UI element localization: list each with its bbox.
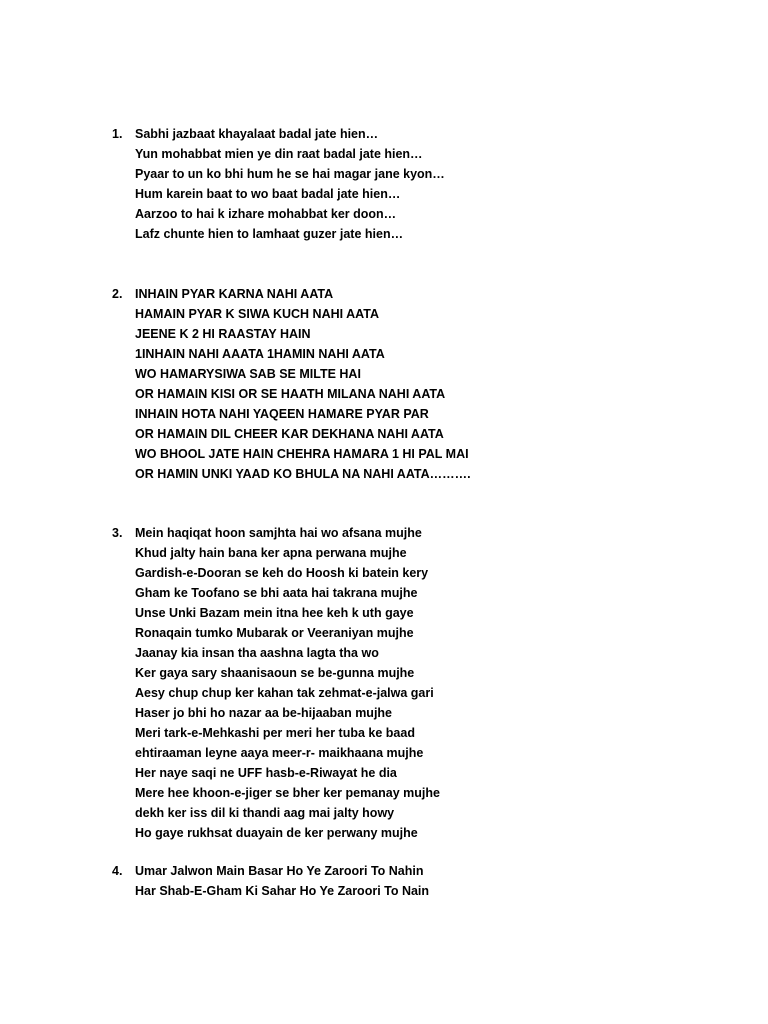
poem-line: WO BHOOL JATE HAIN CHEHRA HAMARA 1 HI PAL MAI — [135, 447, 469, 461]
poem-number: 2. — [112, 287, 123, 301]
poem-line: HAMAIN PYAR K SIWA KUCH NAHI AATA — [135, 307, 379, 321]
poem-line: Jaanay kia insan tha aashna lagta tha wo — [135, 646, 379, 660]
poem-line: Ho gaye rukhsat duayain de ker perwany mujhe — [135, 826, 418, 840]
poem-lines — [135, 284, 471, 484]
poem-line: Har Shab-E-Gham Ki Sahar Ho Ye Zaroori To Nain — [135, 884, 430, 898]
poem-line: Mere hee khoon-e-jiger se bher ker pemanay mujhe — [135, 786, 440, 800]
poem-line: OR HAMAIN KISI OR SE HAATH MILANA NAHI AATA — [135, 387, 446, 401]
poem-line: Pyaar to un ko bhi hum he se hai magar jane kyon… — [135, 167, 445, 181]
poem-line: Aarzoo to hai k izhare mohabbat ker doon… — [135, 207, 397, 221]
poem-lines — [135, 124, 445, 244]
poem-line: Aesy chup chup ker kahan tak zehmat-e-jalwa gari — [135, 686, 434, 700]
poem-line: Her naye saqi ne UFF hasb-e-Riwayat he dia — [135, 766, 397, 780]
poem-line: OR HAMAIN DIL CHEER KAR DEKHANA NAHI AATA — [135, 427, 444, 441]
poem-line: Gardish-e-Dooran se keh do Hoosh ki batein kery — [135, 566, 429, 580]
poem-line: dekh ker iss dil ki thandi aag mai jalty howy — [135, 806, 395, 820]
poem-line: Ker gaya sary shaanisaoun se be-gunna mujhe — [135, 666, 415, 680]
poem-line: Sabhi jazbaat khayalaat badal jate hien… — [135, 127, 379, 141]
poem-line: INHAIN PYAR KARNA NAHI AATA — [135, 287, 334, 301]
poem-number: 3. — [112, 526, 123, 540]
poem-lines — [135, 523, 440, 843]
poem-number: 1. — [112, 127, 123, 141]
poem-line: Ronaqain tumko Mubarak or Veeraniyan mujhe — [135, 626, 414, 640]
poem-line: INHAIN HOTA NAHI YAQEEN HAMARE PYAR PAR — [135, 407, 429, 421]
poem-line: JEENE K 2 HI RAASTAY HAIN — [135, 327, 311, 341]
poem-line: OR HAMIN UNKI YAAD KO BHULA NA NAHI AATA………. — [135, 467, 471, 481]
poem-number: 4. — [112, 864, 123, 878]
poem-line: WO HAMARYSIWA SAB SE MILTE HAI — [135, 367, 361, 381]
poem-line: Hum karein baat to wo baat badal jate hien… — [135, 187, 401, 201]
poem-line: Yun mohabbat mien ye din raat badal jate hien… — [135, 147, 423, 161]
poem-line: Mein haqiqat hoon samjhta hai wo afsana mujhe — [135, 526, 422, 540]
poem-line: Lafz chunte hien to lamhaat guzer jate hien… — [135, 227, 404, 241]
poem-line: Umar Jalwon Main Basar Ho Ye Zaroori To Nahin — [135, 864, 424, 878]
poem-line: ehtiraaman leyne aaya meer-r- maikhaana mujhe — [135, 746, 424, 760]
poem-line: Khud jalty hain bana ker apna perwana mujhe — [135, 546, 407, 560]
poem-line: Haser jo bhi ho nazar aa be-hijaaban mujhe — [135, 706, 393, 720]
poem-line: 1INHAIN NAHI AAATA 1HAMIN NAHI AATA — [135, 347, 385, 361]
poem-line: Gham ke Toofano se bhi aata hai takrana mujhe — [135, 586, 418, 600]
poem-line: Meri tark-e-Mehkashi per meri her tuba ke baad — [135, 726, 415, 740]
poem-line: Unse Unki Bazam mein itna hee keh k uth gaye — [135, 606, 414, 620]
poem-lines — [135, 861, 429, 901]
